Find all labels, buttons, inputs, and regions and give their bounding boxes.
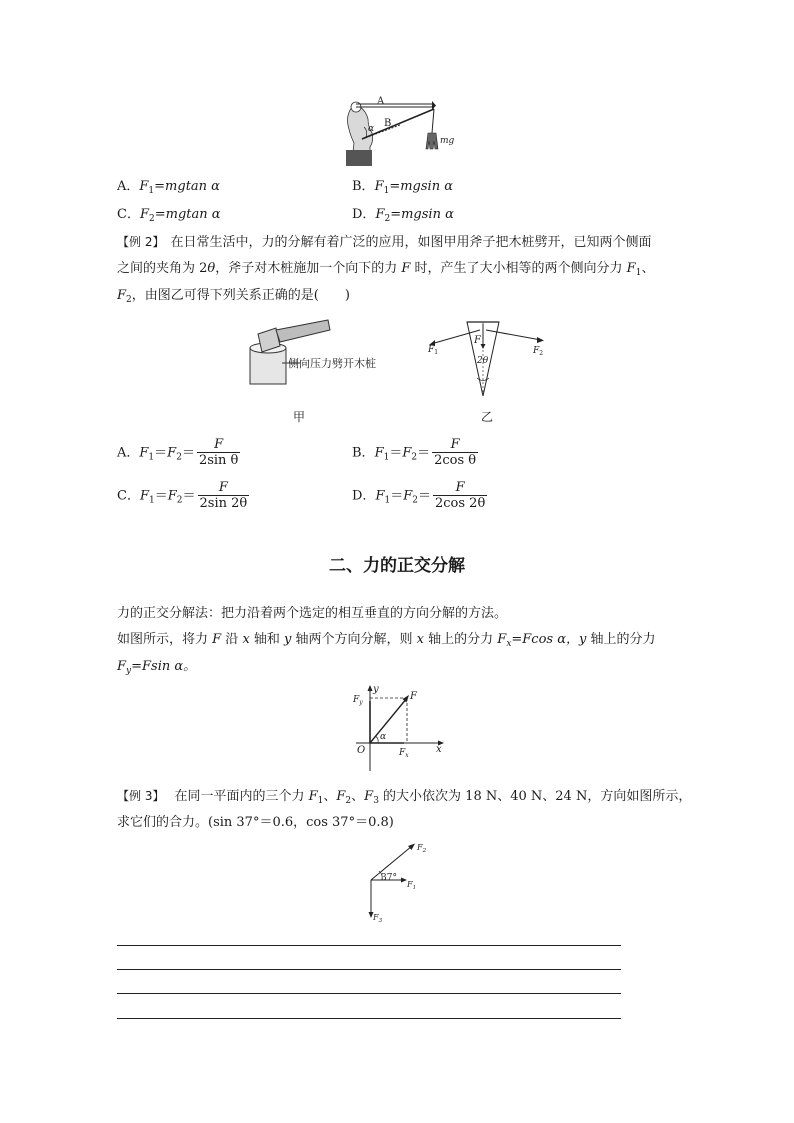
- q1-option-c[interactable]: C．$F_2=mgtan$ α: [117, 207, 221, 224]
- answer-line-3[interactable]: [117, 993, 621, 994]
- angle-37: 37°: [381, 873, 397, 883]
- label-mg: mg: [440, 136, 455, 146]
- figure-hand-rod: [338, 95, 460, 170]
- yi-label-f1: $F_1$: [428, 345, 439, 356]
- figure-three-forces: [360, 838, 440, 926]
- yi-label-f: F: [474, 335, 481, 346]
- q2-option-b[interactable]: B．$F_1=F_2=$ $\frac{F}{\text{2cos θ}}$: [352, 437, 477, 468]
- yi-label-angle: 2θ: [477, 356, 489, 366]
- example2-line3: $F_2$，由图乙可得下列关系正确的是( ): [117, 288, 350, 305]
- jia-label: 侧向压力劈开木桩: [288, 357, 376, 370]
- q2-option-d[interactable]: D．$F_1=F_2=$ $\frac{F}{2\cos 2\theta}$: [352, 480, 486, 511]
- section2-paragraph-line2: $F_y=Fsin$ α。: [117, 659, 197, 676]
- answer-line-2[interactable]: [117, 969, 621, 970]
- example2-tag: 【例 2】: [117, 235, 165, 249]
- q1-option-b[interactable]: B．$F_1=mgsin$ α: [352, 179, 453, 196]
- example2-line2: 之间的夹角为 2θ，斧子对木桩施加一个向下的力 F 时，产生了大小相等的两个侧向分力 $F_1$、: [117, 261, 655, 278]
- q1-option-d[interactable]: D．$F_2=mgsin$ α: [352, 207, 454, 224]
- example3-line1: 【例 3】 在同一平面内的三个力 $F_1$、$F_2$、$F_3$ 的大小依次为 18 N、40 N、24 N，方向如图所示，: [117, 789, 692, 806]
- label-f3: $F_3$: [373, 913, 383, 924]
- label-f1: $F_1$: [407, 880, 417, 891]
- label-b: B: [384, 118, 392, 129]
- label-o: O: [357, 745, 366, 756]
- answer-line-1[interactable]: [117, 945, 621, 946]
- figure-jia-axe: [240, 318, 400, 388]
- label-alpha: α: [368, 124, 375, 134]
- label-y: y: [373, 684, 379, 695]
- example3-tag: 【例 3】: [117, 789, 165, 803]
- label-fx: $F_x$: [399, 748, 409, 759]
- label-a: A: [377, 96, 385, 107]
- q2-option-a[interactable]: A．$F_1=F_2=$ $\frac{F}{\text{2sin θ}}$: [117, 437, 239, 468]
- label-fy: $F_y$: [353, 695, 363, 706]
- section2-definition: 力的正交分解法：把力沿着两个选定的相互垂直的方向分解的方法。: [117, 606, 508, 621]
- axe-handle: [276, 320, 330, 342]
- q1-option-a[interactable]: A．$F_1=mgtan$ α: [117, 179, 220, 196]
- label-x: x: [436, 744, 442, 755]
- q2-option-c[interactable]: C．$F_1=F_2=$ $\frac{F}{2\sin 2\theta}$: [117, 480, 248, 511]
- answer-line-4[interactable]: [117, 1018, 621, 1019]
- section2-paragraph-line1: 如图所示，将力 F 沿 x 轴和 y 轴两个方向分解，则 x 轴上的分力 $F_x=Fcos$ α，y 轴上的分力: [117, 632, 656, 649]
- caption-jia: 甲: [293, 410, 306, 424]
- figure-orthogonal-decomposition: [350, 683, 450, 773]
- label-f2: $F_2$: [417, 843, 427, 854]
- yi-label-f2: $F_2$: [533, 346, 544, 357]
- label-alpha: α: [380, 732, 387, 742]
- section-heading: 二、力的正交分解: [329, 556, 465, 576]
- example3-line2: 求它们的合力。(sin 37°＝0.6，cos 37°＝0.8): [117, 815, 394, 830]
- figure-yi-wedge: [425, 318, 550, 404]
- example2-line1: 【例 2】 在日常生活中，力的分解有着广泛的应用，如图甲用斧子把木桩劈开，已知两个侧面: [117, 235, 652, 250]
- label-f: F: [410, 691, 417, 702]
- caption-yi: 乙: [481, 410, 494, 424]
